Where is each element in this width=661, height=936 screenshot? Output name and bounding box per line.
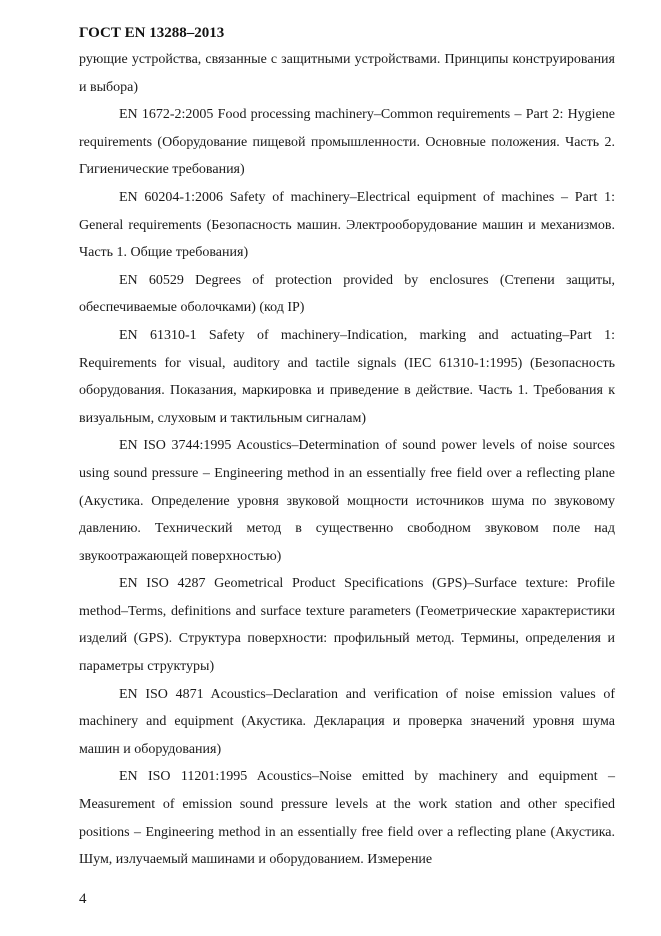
references-body (79, 46, 615, 874)
reference-en-iso-4287: EN ISO 4287 Geometrical Product Specifications (GPS)–Surface texture: Profile method–Terms, definitions and surface texture parameters (Геометрические характеристики изделий (GPS). Структура поверхности: профильный метод. Термины, определения и параметры структуры) (79, 576, 615, 675)
reference-en-1672-2: EN 1672-2:2005 Food processing machinery–Common requirements – Part 2: Hygiene requirements (Оборудование пищевой промышленности. Основные положения. Часть 2. Гигиенические требования) (79, 107, 615, 178)
reference-en-iso-3744: EN ISO 3744:1995 Acoustics–Determination of sound power levels of noise sources using sound pressure – Engineering method in an essentially free field over a reflecting plane (Акустика. Определение уровня звуковой мощности источников шума по звуковому давлению. Технический метод в существенно свободном звуковом поле над звукоотражающей поверхностью) (79, 438, 615, 564)
page-number: 4 (79, 891, 87, 907)
reference-en-iso-11201: EN ISO 11201:1995 Acoustics–Noise emitted by machinery and equipment – Measurement of emission sound pressure levels at the work station and other specified positions – Engineering method in an essentially free field over a reflecting plane (Акустика. Шум, излучаемый машинами и оборудованием. Измерение (79, 769, 615, 868)
reference-en-iso-4871: EN ISO 4871 Acoustics–Declaration and verification of noise emission values of machinery and equipment (Акустика. Декларация и проверка значений уровня шума машин и оборудования) (79, 686, 615, 757)
reference-en-60204-1: EN 60204-1:2006 Safety of machinery–Electrical equipment of machines – Part 1: General requirements (Безопасность машин. Электрооборудование машин и механизмов. Часть 1. Общие требования) (79, 189, 615, 261)
paragraph-continuation: рующие устройства, связанные с защитными устройствами. Принципы конструирования и выбора) (79, 52, 615, 95)
document-header: ГОСТ EN 13288–2013 (79, 25, 225, 41)
reference-en-61310-1: EN 61310-1 Safety of machinery–Indication, marking and actuating–Part 1: Requirements for visual, auditory and tactile signals (IEC 61310-1:1995) (Безопасность оборудования. Показания, маркировка и приведение в действие. Часть 1. Требования к визуальным, слуховым и тактильным сигналам) (79, 327, 615, 426)
reference-en-60529: EN 60529 Degrees of protection provided by enclosures (Степени защиты, обеспечиваемые оболочками) (код IP) (79, 272, 615, 316)
